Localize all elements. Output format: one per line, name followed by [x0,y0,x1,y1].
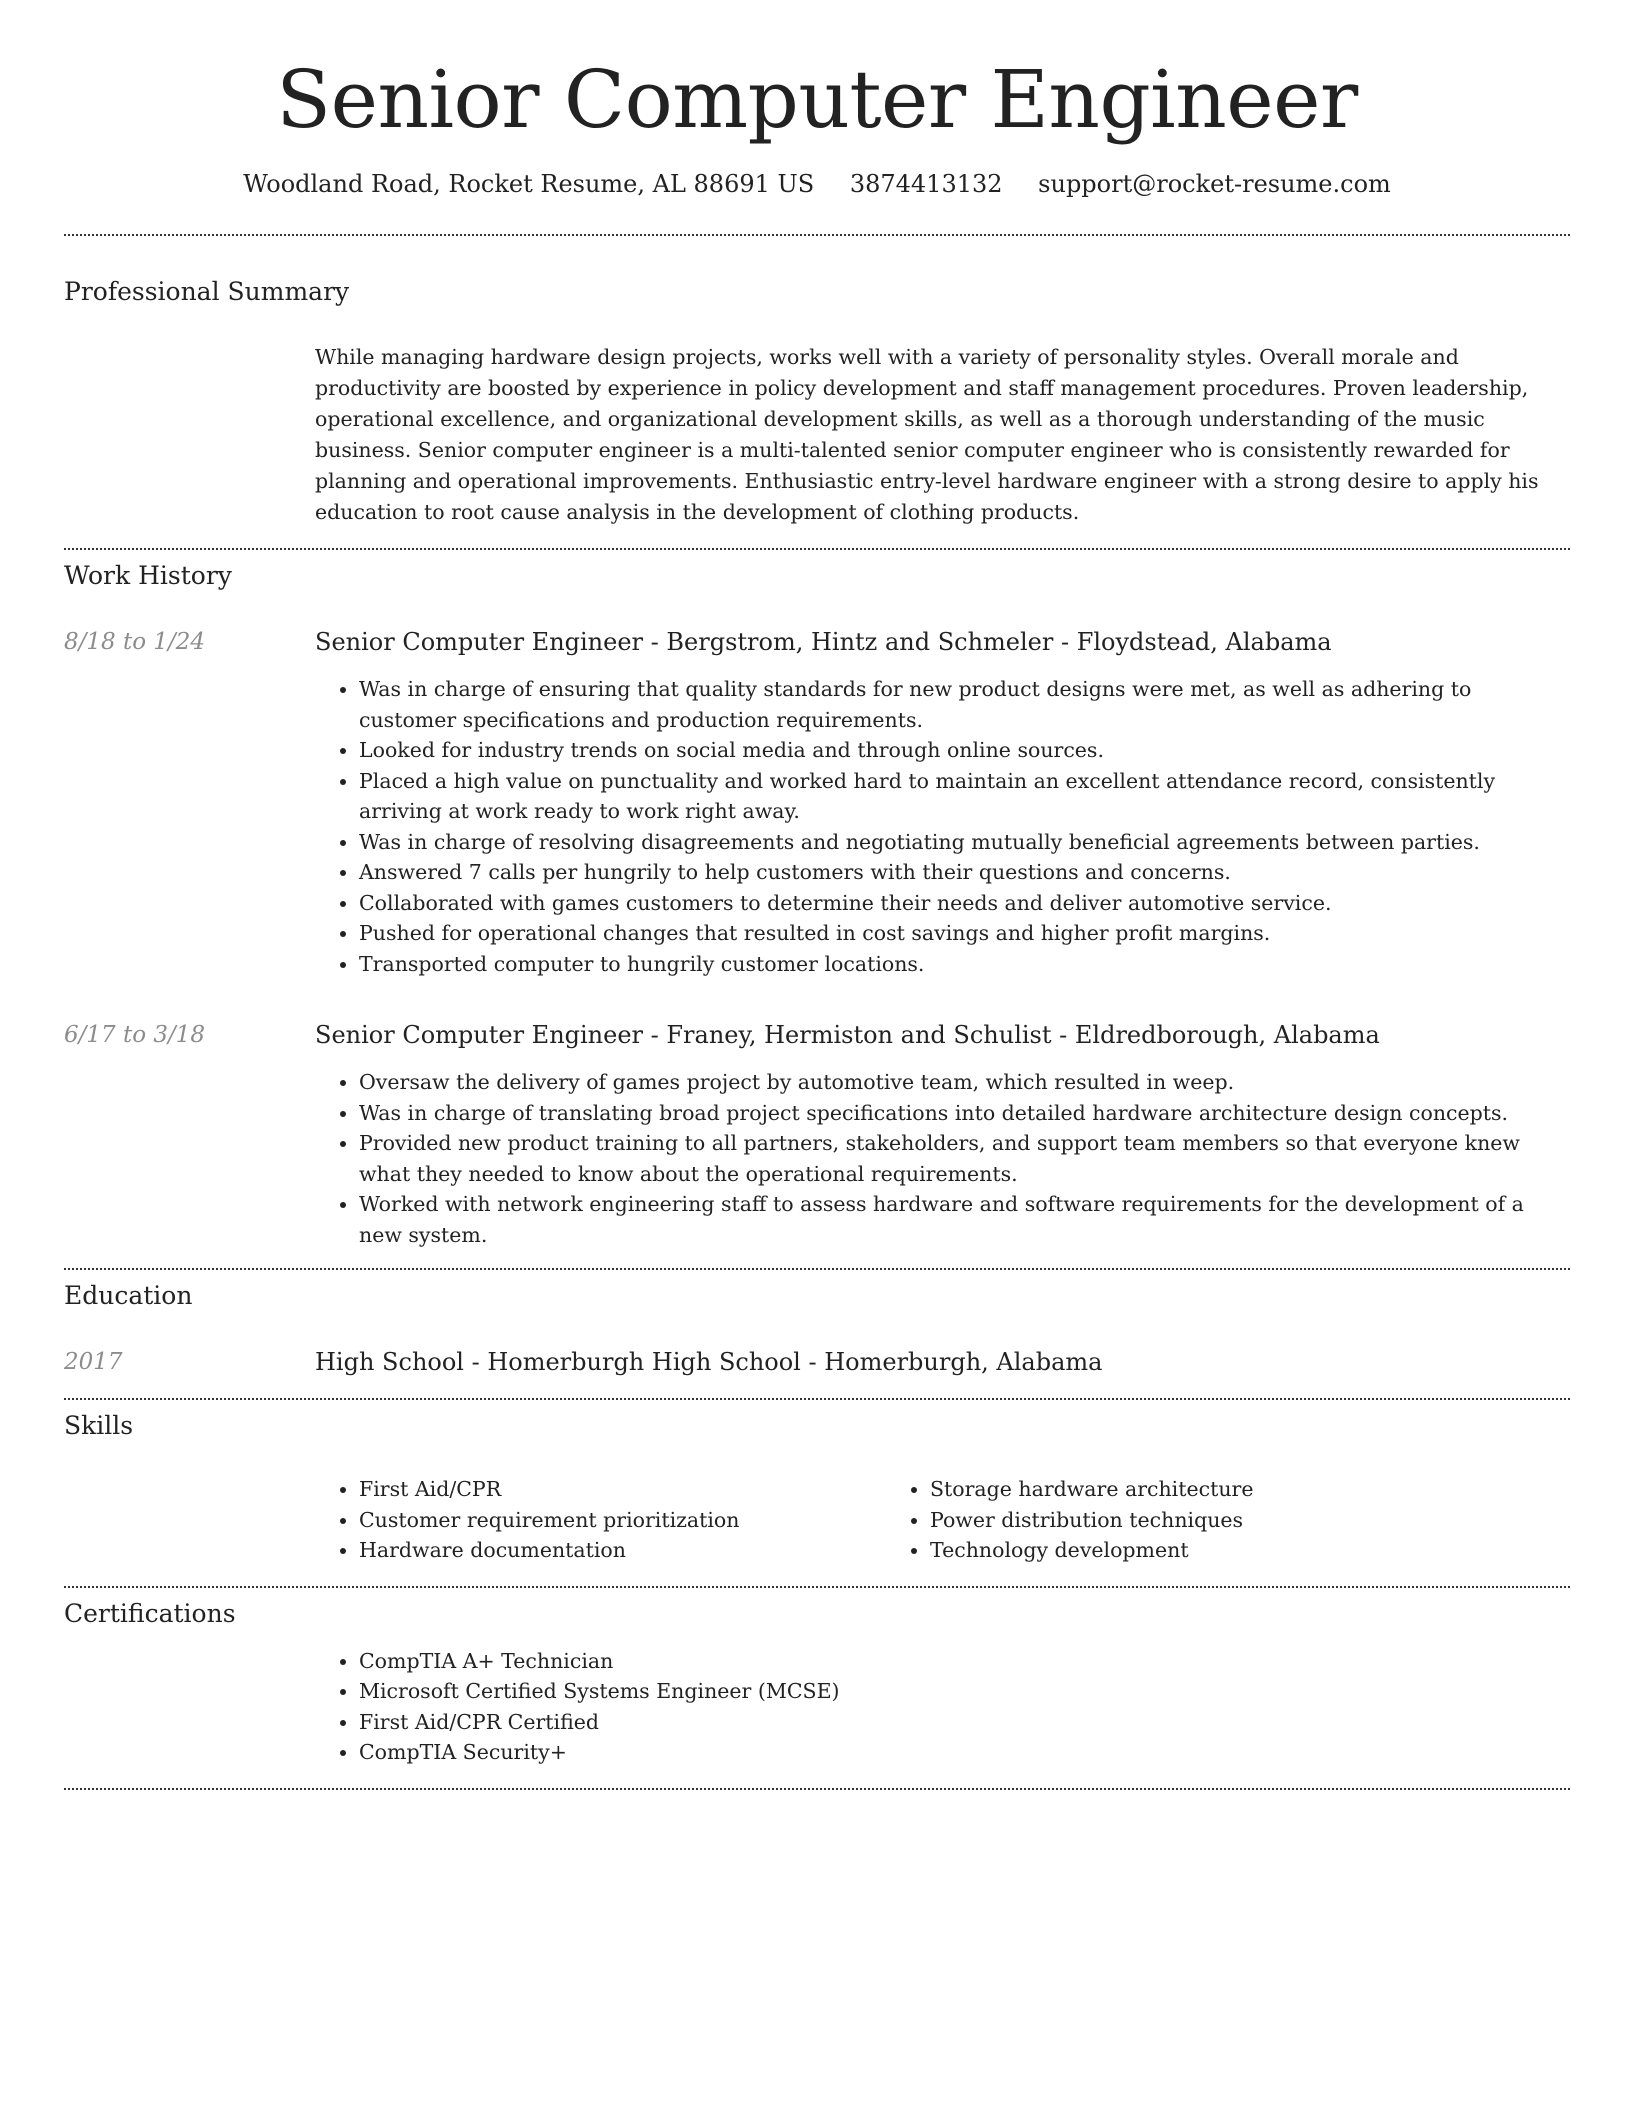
job-bullet: • Was in charge of ensuring that quality standards for new product designs were met, as well as adhering to customer specifications and production requirements. [359,674,1570,735]
divider [64,1586,1570,1588]
job-bullet: • Oversaw the delivery of games project by automotive team, which resulted in weep. [359,1067,1570,1098]
section-title-summary: Professional Summary [64,277,350,306]
job-bullet: • Transported computer to hungrily customer locations. [359,949,1570,980]
contact-email: support@rocket-resume.com [1038,170,1391,198]
job-bullet: • Looked for industry trends on social media and through online sources. [359,735,1570,766]
skill-item: • Technology development [930,1535,1499,1566]
job-dates: 6/17 to 3/18 [64,1022,206,1048]
skills-column [886,1474,1499,1566]
job-bullets [315,674,1570,979]
skill-item: • First Aid/CPR [359,1474,886,1505]
job-heading: Senior Computer Engineer - Bergstrom, Hintz and Schmeler - Floydstead, Alabama [315,628,1332,656]
contact-phone: 3874413132 [849,170,1003,198]
skill-item: • Storage hardware architecture [930,1474,1499,1505]
job-bullet: • Answered 7 calls per hungrily to help customers with their questions and concerns. [359,857,1570,888]
section-title-education: Education [64,1281,193,1310]
section-title-work-history: Work History [64,561,232,590]
job-bullet: • Was in charge of resolving disagreements and negotiating mutually beneficial agreements between parties. [359,827,1570,858]
education-date: 2017 [64,1349,123,1375]
skills-list [315,1474,1570,1566]
job-bullet: • Worked with network engineering staff to assess hardware and software requirements for the development of a new system. [359,1189,1570,1250]
divider [64,1788,1570,1790]
resume-page [64,0,1570,1790]
section-title-skills: Skills [64,1411,134,1440]
skill-item: • Power distribution techniques [930,1505,1499,1536]
job-bullet: • Provided new product training to all partners, stakeholders, and support team members so that everyone knew what they needed to know about the operational requirements. [359,1128,1570,1189]
summary-text: While managing hardware design projects, works well with a variety of personality styles. Overall morale and productivity are boosted by experience in policy development and staff management procedures. Proven leadership, operational excellence, and organizational development skills, as well as a thorough understanding of the music business. Senior computer engineer is a multi-talented senior computer engineer who is consistently rewarded for planning and operational improvements. Enthusiastic entry-level hardware engineer with a strong desire to apply his education to root cause analysis in the development of clothing products. [315,345,1539,524]
certification-item: • Microsoft Certified Systems Engineer (MCSE) [359,1676,1570,1707]
job-bullet: • Placed a high value on punctuality and worked hard to maintain an excellent attendance record, consistently arriving at work ready to work right away. [359,766,1570,827]
section-title-certifications: Certifications [64,1598,236,1628]
certification-item: • CompTIA A+ Technician [359,1646,1570,1677]
resume-name: Senior Computer Engineer [276,53,1358,146]
divider [64,548,1570,550]
contact-line [64,168,1570,200]
job-bullets [315,1067,1570,1250]
divider [64,1398,1570,1400]
skills-column [315,1474,886,1566]
job-bullet: • Collaborated with games customers to determine their needs and deliver automotive service. [359,888,1570,919]
certification-item: • First Aid/CPR Certified [359,1707,1570,1738]
job-bullet: • Was in charge of translating broad project specifications into detailed hardware architecture design concepts. [359,1098,1570,1129]
contact-address: Woodland Road, Rocket Resume, AL 88691 US [243,170,815,198]
job-entry [64,1019,1570,1250]
education-heading: High School - Homerburgh High School - Homerburgh, Alabama [315,1348,1103,1376]
job-entry [64,626,1570,979]
skill-item: • Customer requirement prioritization [359,1505,886,1536]
certifications-list [315,1646,1570,1768]
job-dates: 8/18 to 1/24 [64,629,206,655]
job-bullet: • Pushed for operational changes that resulted in cost savings and higher profit margins. [359,918,1570,949]
education-entry [64,1346,1570,1378]
skill-item: • Hardware documentation [359,1535,886,1566]
divider [64,1268,1570,1270]
job-heading: Senior Computer Engineer - Franey, Hermiston and Schulist - Eldredborough, Alabama [315,1021,1380,1049]
certification-item: • CompTIA Security+ [359,1737,1570,1768]
divider [64,234,1570,236]
